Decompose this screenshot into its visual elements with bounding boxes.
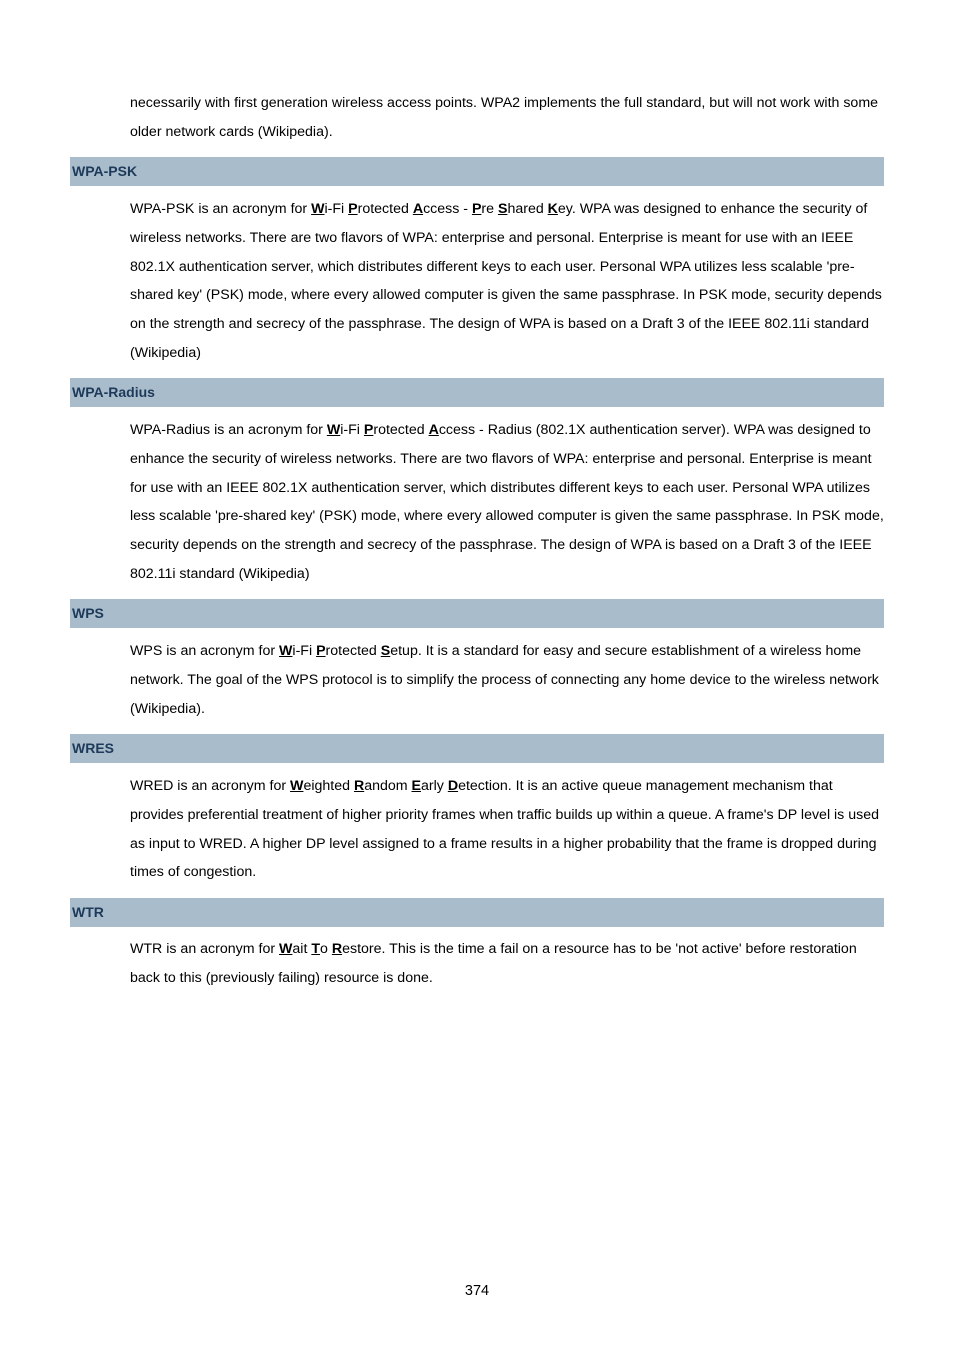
section-title: WRES bbox=[72, 740, 114, 756]
section-title: WPA-PSK bbox=[72, 163, 138, 179]
definition-wpa-radius: WPA-Radius is an acronym for Wi-Fi Protected Access - Radius (802.1X authentication server). WPA was designed to enhance the security of wireless networks. There are two flavors of WPA: enterprise and personal. Enterprise is meant for use with an IEEE 802.1X authentication server, which distributes different keys to each user. Personal WPA utilizes less scalable 'pre-shared key' (PSK) mode, where every allowed computer is given the same passphrase. In PSK mode, security depends on the strength and secrecy of the passphrase. The design of WPA is based on a Draft 3 of the IEEE 802.11i standard (Wikipedia) bbox=[130, 422, 884, 582]
definition-wpa-psk: WPA-PSK is an acronym for Wi-Fi Protected Access - Pre Shared Key. WPA was designed to enhance the security of wireless networks. There are two flavors of WPA: enterprise and personal. Enterprise is meant for use with an IEEE 802.1X authentication server, which distributes different keys to each user. Personal WPA utilizes less scalable 'pre-shared key' (PSK) mode, where every allowed computer is given the same passphrase. In PSK mode, security depends on the strength and secrecy of the passphrase. The design of WPA is based on a Draft 3 of the IEEE 802.11i standard (Wikipedia) bbox=[130, 201, 882, 361]
intro-paragraph: necessarily with first generation wireless access points. WPA2 implements the full standard, but will not work with some older network cards (Wikipedia). bbox=[130, 95, 879, 140]
section-title: WPA-Radius bbox=[72, 384, 155, 400]
section-title: WPS bbox=[72, 605, 104, 621]
page-number: 374 bbox=[464, 1283, 490, 1299]
section-title: WTR bbox=[72, 904, 104, 920]
section-header-wps bbox=[70, 599, 884, 628]
definition-wps: WPS is an acronym for Wi-Fi Protected Setup. It is a standard for easy and secure establishment of a wireless home network. The goal of the WPS protocol is to simplify the process of connecting any home device to the wireless network (Wikipedia). bbox=[130, 643, 879, 717]
section-header-wpa-psk bbox=[70, 157, 884, 186]
definition-wred: WRED is an acronym for Weighted Random Early Detection. It is an active queue management mechanism that provides preferential treatment of higher priority frames when traffic builds up within a queue. A frame's DP level is used as input to WRED. A higher DP level assigned to a frame results in a higher probability that the frame is dropped during times of congestion. bbox=[130, 778, 879, 881]
section-header-wtr bbox=[70, 898, 884, 927]
definition-wtr: WTR is an acronym for Wait To Restore. This is the time a fail on a resource has to be 'not active' before restoration back to this (previously failing) resource is done. bbox=[130, 941, 857, 986]
section-header-wpa-radius bbox=[70, 378, 884, 407]
section-header-wres bbox=[70, 734, 884, 763]
